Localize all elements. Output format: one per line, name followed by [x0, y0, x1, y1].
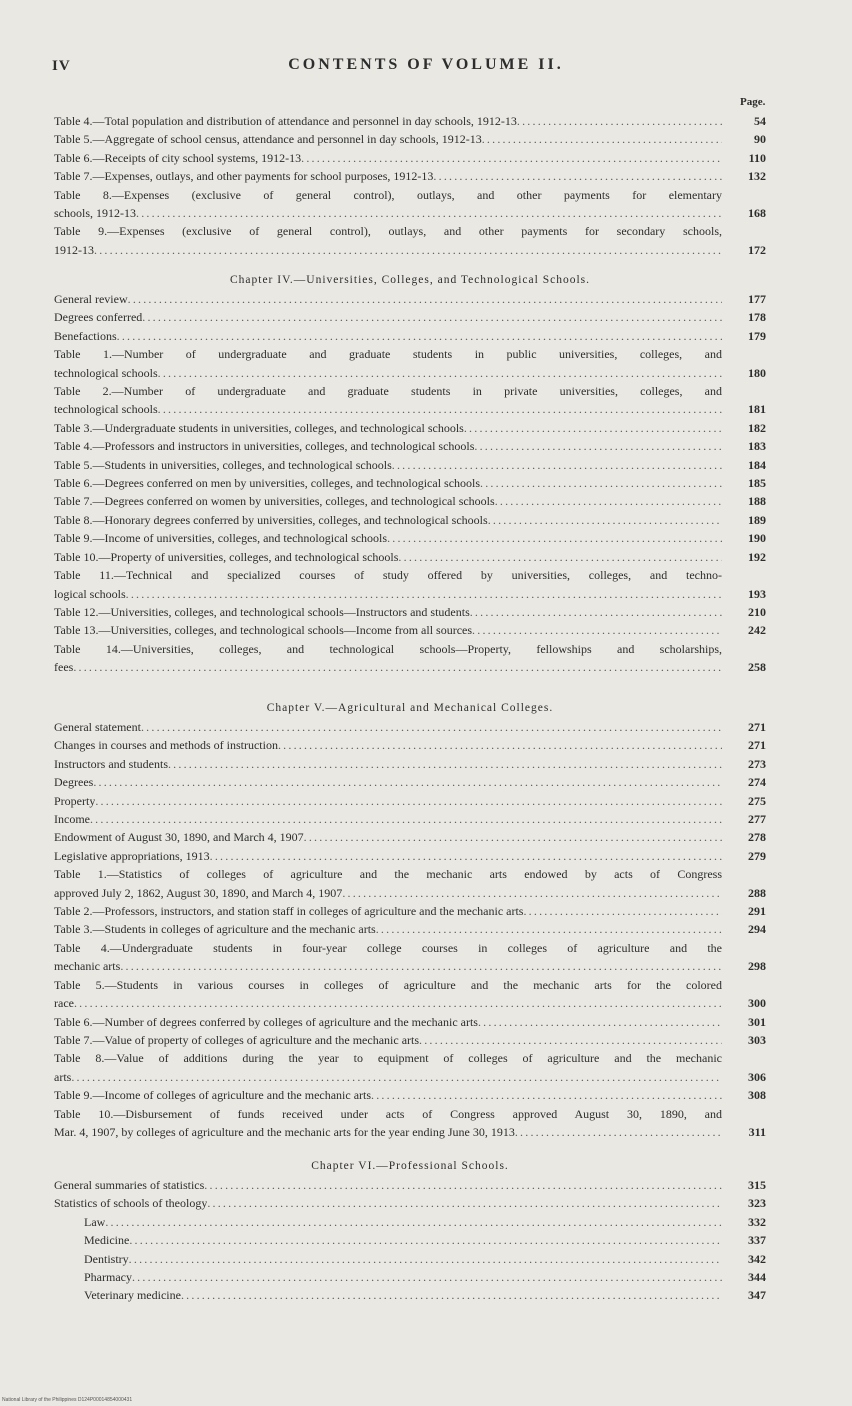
toc-entry-text: Instructors and students [54, 756, 168, 771]
toc-entry[interactable] [54, 773, 766, 791]
page-reference: 185 [748, 476, 766, 491]
toc-entry-text: schools, 1912-13 [54, 206, 136, 221]
page-reference: 303 [748, 1032, 766, 1047]
toc-entry-text: Table 2.—Number of undergraduate and graduate students in private universities, colleges, and [54, 384, 722, 399]
dot-leader [472, 621, 722, 639]
toc-entry-text: technological schools [54, 402, 158, 417]
toc-entry[interactable] [54, 1231, 766, 1249]
dot-leader [517, 112, 722, 130]
dot-leader [71, 1068, 722, 1086]
dot-leader [90, 810, 722, 828]
dot-leader [95, 792, 722, 810]
toc-entry-text: Table 1.—Statistics of colleges of agriculture and the mechanic arts endowed by acts of Congress [54, 867, 722, 882]
toc-entry[interactable] [54, 511, 766, 529]
page-reference: 308 [748, 1088, 766, 1103]
page-number: IV [52, 58, 71, 74]
dot-leader [136, 204, 722, 222]
page-reference: 168 [748, 206, 766, 221]
toc-entry-text: Veterinary medicine [84, 1288, 181, 1303]
toc-entry[interactable] [54, 865, 766, 902]
toc-entry-text: Degrees conferred [54, 310, 143, 325]
toc-entry-text: race [54, 996, 74, 1011]
chapter-heading: Chapter V.—Agricultural and Mechanical Colleges. [266, 702, 554, 714]
page-reference: 178 [748, 310, 766, 325]
toc-entry-text: Table 3.—Students in colleges of agriculture and the mechanic arts [54, 922, 376, 937]
page-reference: 179 [748, 328, 766, 343]
toc-entry[interactable] [54, 186, 766, 223]
toc-entry-text: Table 12.—Universities, colleges, and technological schools—Instructors and students [54, 604, 470, 619]
toc-entry[interactable] [54, 222, 766, 259]
toc-entry[interactable] [54, 456, 766, 474]
page-reference: 347 [748, 1288, 766, 1303]
toc-entry-text: Table 7.—Value of property of colleges of agriculture and the mechanic arts [54, 1032, 420, 1047]
dot-leader [204, 1176, 722, 1194]
dot-leader [73, 658, 722, 676]
page-reference: 190 [748, 531, 766, 546]
toc-entry-text: Table 6.—Receipts of city school systems, 1912-13 [54, 150, 302, 165]
page-reference: 180 [748, 365, 766, 380]
dot-leader [523, 902, 722, 920]
dot-leader [132, 1268, 722, 1286]
toc-entry[interactable] [54, 828, 766, 846]
toc-entry[interactable] [54, 112, 766, 130]
toc-entry[interactable] [54, 621, 766, 639]
toc-entry[interactable] [54, 529, 766, 547]
page-reference: 177 [748, 292, 766, 306]
page-reference: 172 [748, 242, 766, 257]
toc-entry-text: Table 1.—Number of undergraduate and graduate students in public universities, colleges, and [54, 347, 722, 362]
page-reference: 288 [748, 885, 766, 900]
toc-entry[interactable] [54, 603, 766, 621]
toc-entry-text: General statement [54, 720, 141, 734]
toc-entry-text: Dentistry [84, 1251, 129, 1266]
toc-entry-text: Table 10.—Disbursement of funds received under acts of Congress approved August 30, 1890, and [54, 1106, 722, 1121]
toc-entry[interactable] [54, 345, 766, 382]
toc-entry-text: Table 9.—Expenses (exclusive of general control), outlays, and other payments for secondary schools, [54, 224, 722, 239]
toc-entry-text: 1912-13 [54, 242, 94, 257]
toc-entry-text: Degrees [54, 775, 94, 790]
dot-leader [515, 1123, 722, 1141]
page-reference: 54 [754, 114, 766, 128]
toc-entry-text: Table 5.—Students in various courses in colleges of agriculture and the mechanic arts for the colored [54, 977, 722, 992]
toc-entry[interactable] [54, 1250, 766, 1268]
page-reference: 132 [748, 169, 766, 184]
toc-entry-text: Table 5.—Aggregate of school census, attendance and personnel in day schools, 1912-13 [54, 132, 482, 147]
dot-leader [129, 1231, 722, 1249]
toc-entry[interactable] [54, 976, 766, 1013]
page-reference: 277 [748, 812, 766, 827]
toc-entry[interactable] [54, 1213, 766, 1231]
dot-leader [376, 920, 722, 938]
dot-leader [94, 241, 722, 259]
dot-leader [398, 548, 722, 566]
toc-entry[interactable] [54, 1086, 766, 1104]
page-reference: 188 [748, 494, 766, 509]
dot-leader [480, 474, 722, 492]
dot-leader [105, 1213, 722, 1231]
toc-entry[interactable] [54, 149, 766, 167]
dot-leader [74, 994, 722, 1012]
toc-entry-text: Table 4.—Total population and distribution of attendance and personnel in day schools, 1912-13 [54, 114, 517, 128]
dot-leader [474, 437, 722, 455]
toc-entry-text: Table 4.—Undergraduate students in four-year college courses in colleges of agriculture and the [54, 940, 722, 955]
toc-entry[interactable] [54, 419, 766, 437]
toc-entry-text: Table 4.—Professors and instructors in universities, colleges, and technological schools [54, 439, 475, 454]
toc-entry-text: Table 7.—Degrees conferred on women by universities, colleges, and technological schools [54, 494, 495, 509]
page-reference: 90 [754, 132, 766, 147]
dot-leader [392, 456, 722, 474]
toc-entry[interactable] [54, 1105, 766, 1142]
dot-leader [126, 585, 722, 603]
toc-entry-text: approved July 2, 1862, August 30, 1890, and March 4, 1907 [54, 885, 343, 900]
page-reference: 306 [748, 1069, 766, 1084]
toc-entry[interactable] [54, 1031, 766, 1049]
page-reference: 291 [748, 904, 766, 919]
chapter-heading: Chapter IV.—Universities, Colleges, and Technological Schools. [229, 274, 591, 286]
page-reference: 300 [748, 996, 766, 1011]
dot-leader [464, 419, 722, 437]
page-column-heading: Page. [740, 96, 766, 108]
toc-entry[interactable] [54, 1176, 766, 1194]
toc-entry-text: Table 8.—Expenses (exclusive of general control), outlays, and other payments for elementary [54, 187, 722, 202]
page-reference: 344 [748, 1270, 766, 1285]
toc-entry[interactable] [54, 810, 766, 828]
toc-entry-text: Table 10.—Property of universities, colleges, and technological schools [54, 549, 399, 564]
toc-entry-text: logical schools [54, 586, 126, 601]
page-reference: 301 [748, 1014, 766, 1029]
toc-entry[interactable] [54, 167, 766, 185]
dot-leader [142, 308, 722, 326]
toc-entry-text: Table 8.—Value of additions during the year to equipment of colleges of agriculture and the mechanic [54, 1051, 722, 1066]
toc-entry[interactable] [54, 1049, 766, 1086]
page-reference: 181 [748, 402, 766, 417]
toc-entry-text: Legislative appropriations, 1913 [54, 848, 210, 863]
page-reference: 298 [748, 959, 766, 974]
toc-entry-text: Mar. 4, 1907, by colleges of agriculture and the mechanic arts for the year ending June 30, 1913 [54, 1124, 515, 1139]
toc-entry-text: Income [54, 812, 90, 827]
page-reference: 337 [748, 1233, 766, 1248]
toc-entry[interactable] [54, 474, 766, 492]
toc-entry-text: Table 3.—Undergraduate students in universities, colleges, and technological schools [54, 420, 464, 435]
toc-entry-text: Table 9.—Income of universities, colleges, and technological schools [54, 531, 388, 546]
toc-entry[interactable] [54, 437, 766, 455]
toc-section-top [54, 112, 766, 259]
dot-leader [93, 773, 722, 791]
chapter-heading: Chapter VI.—Professional Schools. [311, 1160, 509, 1172]
toc-chapter-6 [54, 1156, 766, 1305]
dot-leader [141, 718, 722, 736]
dot-leader [433, 167, 722, 185]
dot-leader [117, 327, 722, 345]
toc-entry[interactable] [54, 290, 766, 308]
page-reference: 242 [748, 623, 766, 638]
toc-entry-text: Benefactions [54, 328, 117, 343]
dot-leader [478, 1013, 722, 1031]
toc-entry[interactable] [54, 792, 766, 810]
page-reference: 271 [748, 720, 766, 734]
toc-entry[interactable] [54, 1286, 766, 1304]
archive-footer: National Library of the Philippines D124P00014854000431 [2, 1397, 133, 1403]
page-reference: 311 [748, 1124, 766, 1139]
dot-leader [495, 492, 722, 510]
toc-entry-text: Endowment of August 30, 1890, and March 4, 1907 [54, 830, 304, 845]
page-reference: 184 [748, 457, 766, 472]
toc-entry[interactable] [54, 736, 766, 754]
dot-leader [488, 511, 722, 529]
toc-entry-text: Changes in courses and methods of instruction [54, 738, 278, 753]
dot-leader [342, 884, 722, 902]
toc-entry[interactable] [54, 902, 766, 920]
dot-leader [120, 957, 722, 975]
dot-leader [482, 130, 722, 148]
page-reference: 192 [748, 549, 766, 564]
toc-entry-text: General review [54, 292, 128, 306]
toc-entry[interactable] [54, 492, 766, 510]
toc-entry-text: arts [54, 1069, 72, 1084]
dot-leader [210, 847, 722, 865]
toc-entry-text: Medicine [84, 1233, 130, 1248]
toc-entry-text: Table 6.—Number of degrees conferred by colleges of agriculture and the mechanic arts [54, 1014, 478, 1029]
page-title: CONTENTS OF VOLUME II. [288, 56, 564, 73]
dot-leader [301, 149, 722, 167]
dot-leader [158, 364, 722, 382]
toc-entry-text: General summaries of statistics [54, 1178, 205, 1192]
toc-entry[interactable] [54, 1194, 766, 1212]
dot-leader [278, 736, 722, 754]
toc-entry[interactable] [54, 640, 766, 677]
dot-leader [168, 755, 722, 773]
toc-entry-text: Table 13.—Universities, colleges, and technological schools—Income from all sources [54, 623, 473, 638]
dot-leader [158, 400, 722, 418]
toc-entry-text: technological schools [54, 365, 158, 380]
toc-entry[interactable] [54, 566, 766, 603]
toc-entry[interactable] [54, 548, 766, 566]
toc-entry-text: Table 9.—Income of colleges of agriculture and the mechanic arts [54, 1088, 372, 1103]
toc-entry[interactable] [54, 847, 766, 865]
page-reference: 110 [748, 150, 766, 165]
toc-entry[interactable] [54, 308, 766, 326]
toc-entry-text: Table 14.—Universities, colleges, and technological schools—Property, fellowships and scholarships, [54, 641, 722, 656]
dot-leader [470, 603, 722, 621]
toc-entry-text: Table 7.—Expenses, outlays, and other payments for school purposes, 1912-13 [54, 169, 434, 184]
dot-leader [387, 529, 722, 547]
toc-entry[interactable] [54, 130, 766, 148]
page-reference: 189 [748, 512, 766, 527]
page-reference: 332 [748, 1214, 766, 1229]
page-reference: 271 [748, 738, 766, 753]
dot-leader [419, 1031, 722, 1049]
page-reference: 193 [748, 586, 766, 601]
page-reference: 279 [748, 848, 766, 863]
toc-entry-text: Table 8.—Honorary degrees conferred by universities, colleges, and technological schools [54, 512, 488, 527]
dot-leader [371, 1086, 722, 1104]
toc-chapter-5 [54, 698, 766, 1141]
dot-leader [304, 828, 722, 846]
page-reference: 273 [748, 756, 766, 771]
toc-entry-text: Table 2.—Professors, instructors, and station staff in colleges of agriculture and the mechanic arts [54, 904, 524, 919]
toc-entry[interactable] [54, 939, 766, 976]
page-reference: 323 [748, 1196, 766, 1211]
toc-entry-text: Law [84, 1214, 106, 1229]
toc-chapter-4 [54, 270, 766, 677]
page-reference: 182 [748, 420, 766, 435]
page-reference: 274 [748, 775, 766, 790]
toc-entry[interactable] [54, 1013, 766, 1031]
toc-entry-text: mechanic arts [54, 959, 121, 974]
toc-entry-text: Statistics of schools of theology [54, 1196, 208, 1211]
toc-entry[interactable] [54, 920, 766, 938]
page-reference: 315 [748, 1178, 766, 1192]
toc-entry[interactable] [54, 718, 766, 736]
page-reference: 210 [748, 604, 766, 619]
toc-entry-text: Table 11.—Technical and specialized courses of study offered by universities, colleges, and techno- [54, 568, 722, 583]
toc-entry[interactable] [54, 1268, 766, 1286]
toc-entry[interactable] [54, 327, 766, 345]
dot-leader [128, 290, 722, 308]
toc-entry-text: Property [54, 793, 96, 808]
toc-entry-text: Table 5.—Students in universities, colleges, and technological schools [54, 457, 392, 472]
toc-entry[interactable] [54, 755, 766, 773]
dot-leader [207, 1194, 722, 1212]
page-reference: 275 [748, 793, 766, 808]
page-reference: 183 [748, 439, 766, 454]
dot-leader [129, 1250, 722, 1268]
page-reference: 258 [748, 660, 766, 675]
page-reference: 278 [748, 830, 766, 845]
page-reference: 294 [748, 922, 766, 937]
toc-entry[interactable] [54, 382, 766, 419]
dot-leader [181, 1286, 722, 1304]
page-reference: 342 [748, 1251, 766, 1266]
toc-entry-text: fees [54, 660, 74, 675]
toc-entry-text: Table 6.—Degrees conferred on men by universities, colleges, and technological schools [54, 476, 481, 491]
toc-entry-text: Pharmacy [84, 1270, 132, 1285]
